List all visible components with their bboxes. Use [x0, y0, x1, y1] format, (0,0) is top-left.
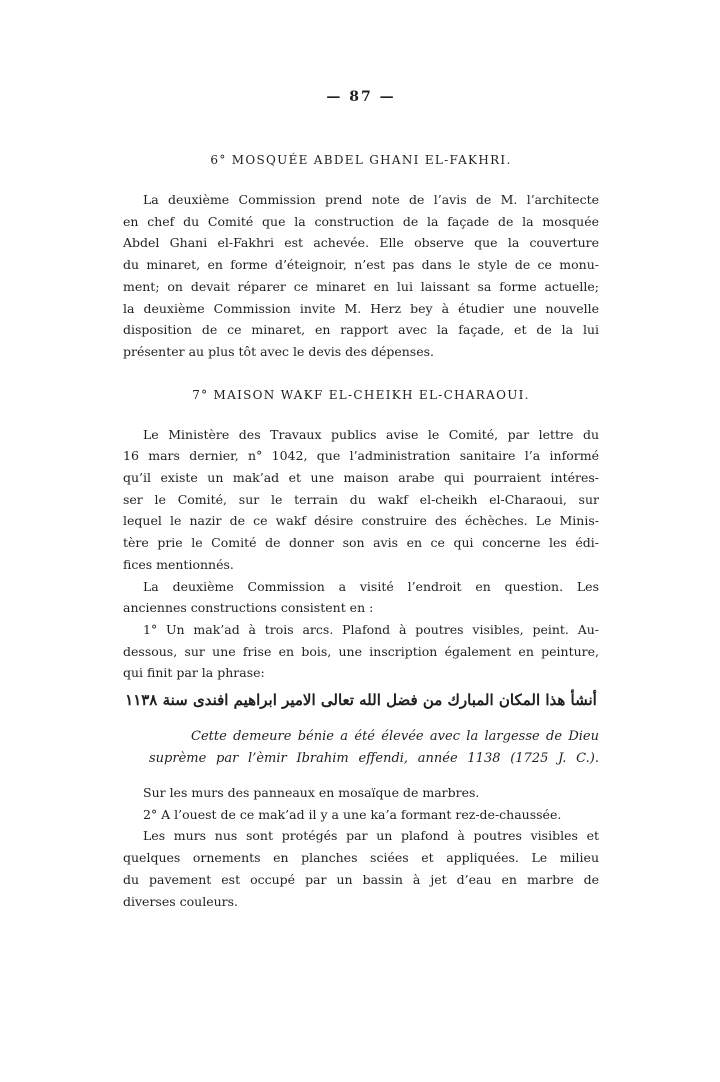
body-paragraph	[123, 782, 599, 804]
text-line: du minaret, en forme d’éteignoir, n’est pas dans le style de ce monu-	[123, 257, 599, 273]
page-number: — 87 —	[326, 89, 396, 105]
body-paragraph	[123, 424, 599, 576]
body-paragraph	[123, 825, 599, 912]
text-line: Les murs nus sont protégés par un plafond à poutres visibles et	[143, 828, 599, 844]
text-line: fices mentionnés.	[123, 556, 234, 572]
text-line: la deuxième Commission invite M. Herz bey à étudier une nouvelle	[123, 300, 599, 316]
arabic-inscription: أنشأ هذا المكان المبارك من فضل الله تعالى الامير ابراهيم افندى سنة ١١٣٨	[125, 691, 597, 710]
text-line: Cette demeure bénie a été élevée avec la largesse de Dieu	[191, 729, 599, 745]
text-line: qui finit par la phrase:	[123, 665, 265, 681]
text-line: tère prie le Comité de donner son avis en ce qui concerne les édi-	[123, 535, 599, 551]
text-column	[123, 86, 599, 912]
text-line: du pavement est occupé par un bassin à jet d’eau en marbre de	[123, 871, 599, 887]
text-line: disposition de ce minaret, en rapport avec la façade, et de la lui	[123, 322, 599, 338]
text-line: anciennes constructions consistent en :	[123, 600, 374, 616]
text-line: ser le Comité, sur le terrain du wakf el-cheikh el-Charaoui, sur	[123, 491, 599, 507]
text-line: lequel le nazir de ce wakf désire construire des échèches. Le Minis-	[123, 513, 599, 529]
text-line: en chef du Comité que la construction de la façade de la mosquée	[123, 213, 599, 229]
text-line: Abdel Ghani el-Fakhri est achevée. Elle observe que la couverture	[123, 235, 599, 251]
text-line: La deuxième Commission prend note de l’avis de M. l’architecte	[143, 192, 599, 207]
body-paragraph	[123, 189, 599, 363]
body-paragraph	[123, 619, 599, 684]
text-line: La deuxième Commission a visité l’endroit en question. Les	[143, 578, 599, 594]
translation-quote	[123, 726, 599, 770]
section-heading: 6° MOSQUÉE ABDEL GHANI EL-FAKHRI.	[210, 153, 512, 167]
text-line: présenter au plus tôt avec le devis des dépenses.	[123, 343, 435, 359]
text-line: 16 mars dernier, n° 1042, que l’administration sanitaire l’a informé	[123, 448, 599, 464]
text-line: qu’il existe un mak’ad et une maison arabe qui pourraient intéres-	[123, 470, 599, 486]
text-line: suprème par l’èmir Ibrahim effendi, année 1138 (1725 J. C.).	[149, 751, 599, 767]
text-line: Le Ministère des Travaux publics avise le Comité, par lettre du	[143, 426, 599, 442]
text-line: diverses couleurs.	[123, 893, 239, 909]
text-line: dessous, sur une frise en bois, une inscription également en peinture,	[123, 643, 599, 659]
text-line: quelques ornements en planches sciées et appliquées. Le milieu	[123, 850, 599, 866]
text-line: ment; on devait réparer ce minaret en lui laissant sa forme actuelle;	[123, 278, 599, 294]
text-line: 2° A l’ouest de ce mak’ad il y a une ka’a formant rez-de-chaussée.	[143, 806, 562, 822]
text-line: 1° Un mak’ad à trois arcs. Plafond à poutres visibles, peint. Au-	[143, 621, 599, 637]
text-line: Sur les murs des panneaux en mosaïque de marbres.	[143, 785, 480, 801]
body-paragraph	[123, 804, 599, 826]
section-heading: 7° MAISON WAKF EL-CHEIKH EL-CHARAOUI.	[192, 387, 530, 402]
body-paragraph	[123, 576, 599, 619]
